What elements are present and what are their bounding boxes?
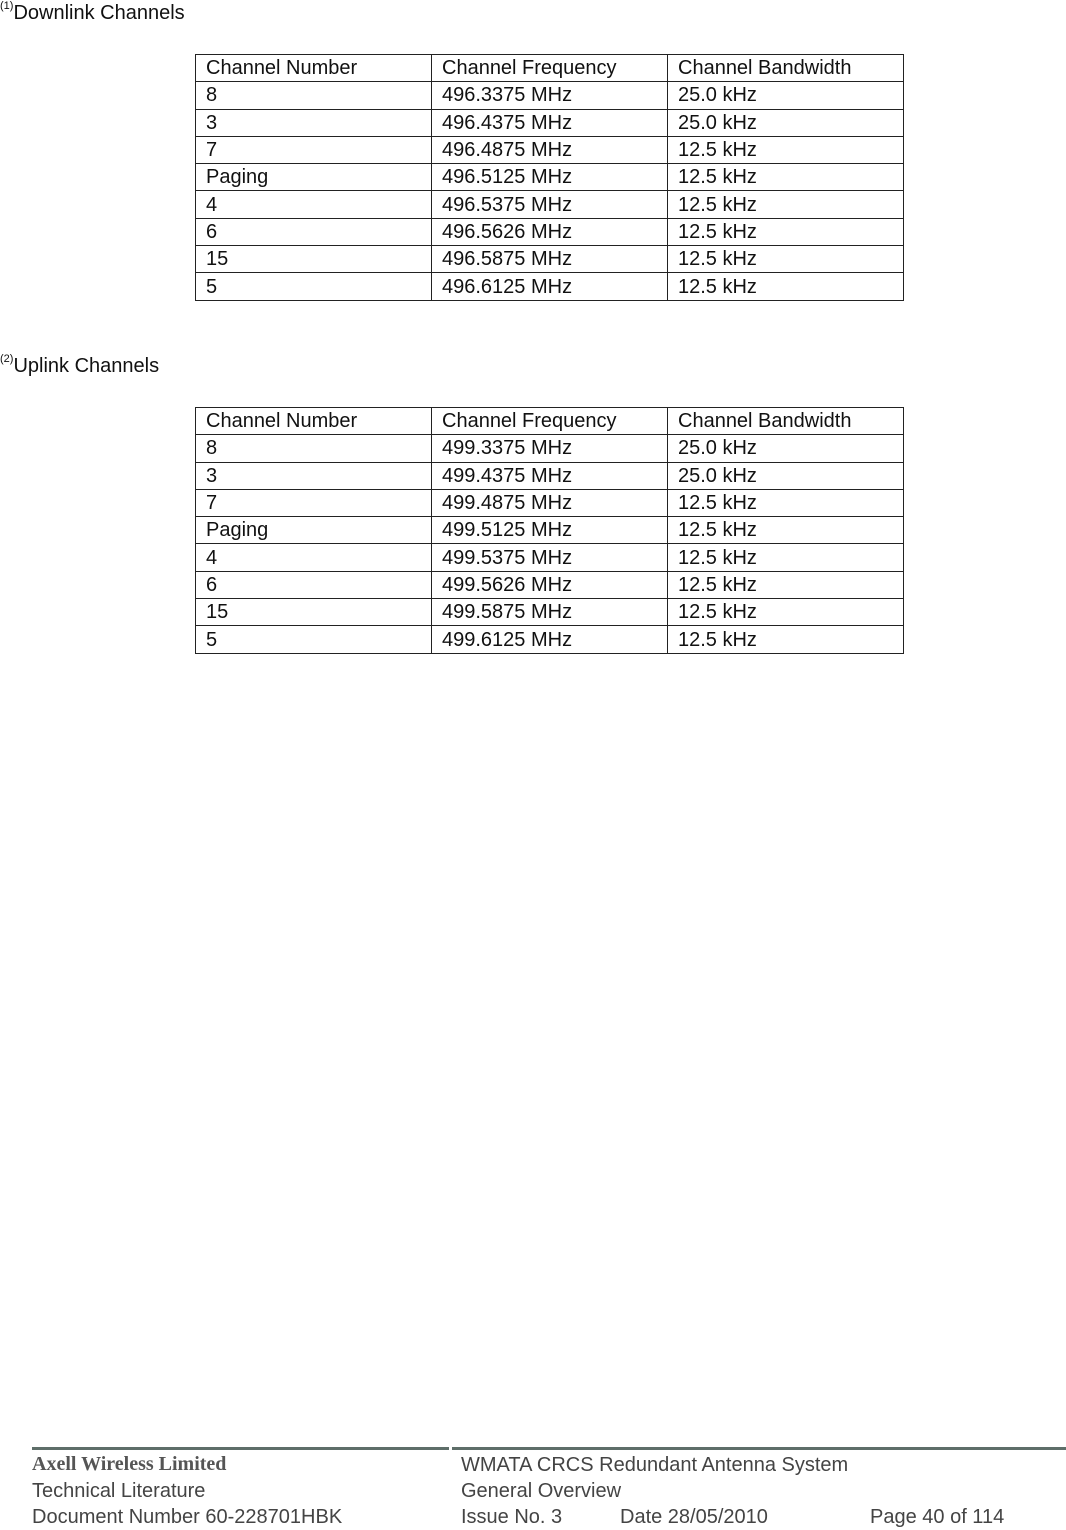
table-row (196, 435, 904, 462)
channel-frequency-cell: 496.5375 MHz (432, 191, 668, 218)
uplink-title: Uplink Channels (13, 355, 160, 377)
footer-doc-number: Document Number 60-228701HBK (32, 1506, 343, 1528)
channel-frequency-cell: 499.4875 MHz (432, 489, 668, 516)
channel-bandwidth-cell: 12.5 kHz (668, 571, 904, 598)
channel-bandwidth-cell: 25.0 kHz (668, 462, 904, 489)
channel-frequency-cell: 496.5125 MHz (432, 164, 668, 191)
footnote-marker: (1) (0, 0, 14, 12)
channel-frequency-cell: 499.5375 MHz (432, 544, 668, 571)
channel-number-cell: 4 (196, 544, 432, 571)
column-header: Channel Number (196, 55, 432, 82)
table-row (196, 164, 904, 191)
uplink-table (195, 407, 904, 654)
table-row (196, 626, 904, 653)
channel-bandwidth-cell: 12.5 kHz (668, 599, 904, 626)
channel-number-cell: 3 (196, 109, 432, 136)
table-row (196, 273, 904, 300)
column-header: Channel Number (196, 408, 432, 435)
channel-bandwidth-cell: 12.5 kHz (668, 626, 904, 653)
channel-number-cell: 8 (196, 435, 432, 462)
downlink-table (195, 54, 904, 301)
footer-product: WMATA CRCS Redundant Antenna System (461, 1454, 849, 1476)
channel-frequency-cell: 496.3375 MHz (432, 82, 668, 109)
table-row (196, 109, 904, 136)
channel-bandwidth-cell: 12.5 kHz (668, 191, 904, 218)
table-row (196, 462, 904, 489)
channel-number-cell: 6 (196, 218, 432, 245)
channel-bandwidth-cell: 12.5 kHz (668, 544, 904, 571)
footer-date: Date 28/05/2010 (620, 1506, 768, 1528)
channel-frequency-cell: 499.3375 MHz (432, 435, 668, 462)
column-header: Channel Bandwidth (668, 408, 904, 435)
channel-number-cell: 15 (196, 599, 432, 626)
table-header-row (196, 55, 904, 82)
channel-bandwidth-cell: 12.5 kHz (668, 273, 904, 300)
footnote-marker: (2) (0, 353, 14, 365)
channel-bandwidth-cell: 12.5 kHz (668, 136, 904, 163)
table-row (196, 136, 904, 163)
footer-divider (452, 1447, 1066, 1450)
channel-bandwidth-cell: 12.5 kHz (668, 489, 904, 516)
channel-frequency-cell: 499.5626 MHz (432, 571, 668, 598)
channel-number-cell: 5 (196, 626, 432, 653)
channel-number-cell: 4 (196, 191, 432, 218)
table-row (196, 571, 904, 598)
footer-dept: Technical Literature (32, 1480, 206, 1502)
channel-bandwidth-cell: 25.0 kHz (668, 435, 904, 462)
channel-frequency-cell: 499.6125 MHz (432, 626, 668, 653)
channel-bandwidth-cell: 12.5 kHz (668, 164, 904, 191)
uplink-heading (0, 355, 159, 378)
channel-bandwidth-cell: 12.5 kHz (668, 218, 904, 245)
downlink-heading (0, 2, 185, 25)
channel-frequency-cell: 496.5875 MHz (432, 246, 668, 273)
table-row (196, 599, 904, 626)
channel-number-cell: 7 (196, 136, 432, 163)
channel-number-cell: 6 (196, 571, 432, 598)
channel-number-cell: Paging (196, 164, 432, 191)
channel-frequency-cell: 499.5875 MHz (432, 599, 668, 626)
table-row (196, 191, 904, 218)
channel-bandwidth-cell: 12.5 kHz (668, 517, 904, 544)
table-row (196, 218, 904, 245)
channel-bandwidth-cell: 12.5 kHz (668, 246, 904, 273)
footer-page: Page 40 of 114 (870, 1506, 1005, 1528)
channel-frequency-cell: 499.4375 MHz (432, 462, 668, 489)
table-row (196, 544, 904, 571)
channel-number-cell: 8 (196, 82, 432, 109)
footer-company: Axell Wireless Limited (32, 1453, 227, 1475)
channel-bandwidth-cell: 25.0 kHz (668, 109, 904, 136)
footer-section: General Overview (461, 1480, 622, 1502)
footer-divider (32, 1447, 449, 1450)
channel-frequency-cell: 496.5626 MHz (432, 218, 668, 245)
channel-frequency-cell: 499.5125 MHz (432, 517, 668, 544)
column-header: Channel Frequency (432, 55, 668, 82)
channel-frequency-cell: 496.4875 MHz (432, 136, 668, 163)
channel-frequency-cell: 496.6125 MHz (432, 273, 668, 300)
table-row (196, 517, 904, 544)
channel-bandwidth-cell: 25.0 kHz (668, 82, 904, 109)
channel-number-cell: 7 (196, 489, 432, 516)
column-header: Channel Bandwidth (668, 55, 904, 82)
table-row (196, 246, 904, 273)
downlink-title: Downlink Channels (13, 2, 185, 24)
channel-frequency-cell: 496.4375 MHz (432, 109, 668, 136)
footer-issue: Issue No. 3 (461, 1506, 563, 1528)
table-row (196, 82, 904, 109)
column-header: Channel Frequency (432, 408, 668, 435)
channel-number-cell: 15 (196, 246, 432, 273)
channel-number-cell: Paging (196, 517, 432, 544)
table-row (196, 489, 904, 516)
table-header-row (196, 408, 904, 435)
channel-number-cell: 3 (196, 462, 432, 489)
channel-number-cell: 5 (196, 273, 432, 300)
